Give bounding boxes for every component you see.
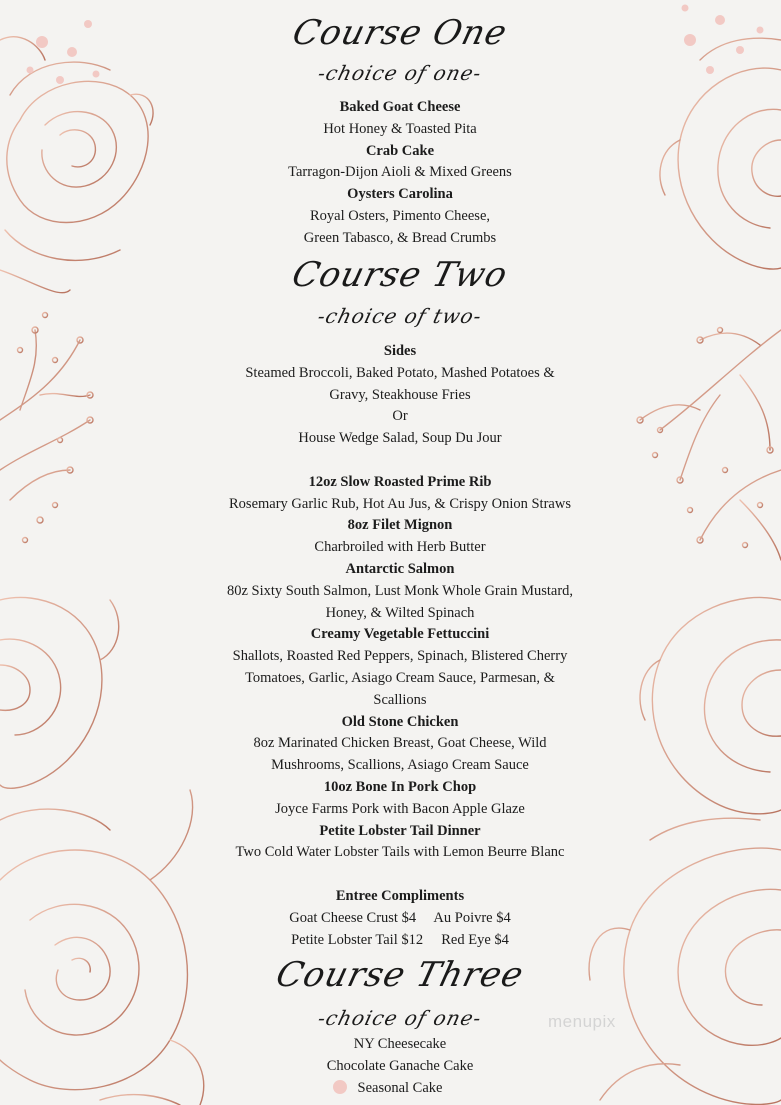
menu-item-name: Crab Cake [365,142,435,159]
course-two-items [150,341,650,951]
sides-or: Or [392,408,408,425]
menu-item-description: Green Tabasco, & Bread Crumbs [303,229,497,246]
compliments-heading: Entree Compliments [335,887,465,904]
sprig-right-icon [637,328,781,561]
course-two-title: Course Two [287,255,513,295]
entree-description: Scallions [373,691,427,708]
rose-right-middle-icon [640,598,781,814]
entree-name: Creamy Vegetable Fettuccini [310,626,490,643]
menu-item-name: Baked Goat Cheese [339,99,461,115]
rose-top-left-icon [0,37,153,293]
dessert-item: NY Cheesecake [353,1036,447,1052]
entree-name: 8oz Filet Mignon [347,517,453,534]
menu-item-description: Tarragon-Dijon Aioli & Mixed Greens [288,164,512,181]
entree-name: Old Stone Chicken [341,713,459,730]
rose-top-right-icon [660,38,781,269]
entree-description: Mushrooms, Scallions, Asiago Cream Sauce [271,757,529,774]
menu-item-description: Hot Honey & Toasted Pita [323,120,477,137]
rose-left-middle-icon [0,598,119,789]
entree-description: Two Cold Water Lobster Tails with Lemon Beurre Blanc [235,844,565,861]
compliments-line: Goat Cheese Crust $4 Au Poivre $4 [289,909,511,926]
course-three-title: Course Three [271,955,529,995]
course-three-choice: -choice of one- [315,1006,485,1030]
menu-item-name: Oysters Carolina [347,186,453,203]
entree-name: Petite Lobster Tail Dinner [319,822,481,839]
sides-heading: Sides [383,343,417,359]
compliments-line: Petite Lobster Tail $12 Red Eye $4 [291,931,509,948]
entree-name: 12oz Slow Roasted Prime Rib [308,473,492,490]
sprig-left-icon [0,313,93,543]
course-one-items [150,97,650,250]
entree-description: 8oz Marinated Chicken Breast, Goat Cheese, Wild [253,735,547,752]
menu-item-description: Royal Osters, Pimento Cheese, [309,207,491,224]
entree-name: Antarctic Salmon [345,560,455,577]
course-two-choice: -choice of two- [315,304,485,328]
spacer [150,864,650,886]
entree-name: 10oz Bone In Pork Chop [323,778,477,795]
course-one-choice: -choice of one- [315,61,485,85]
sides-line: House Wedge Salad, Soup Du Jour [298,430,502,447]
entree-description: Charbroiled with Herb Butter [314,539,486,556]
sides-line: Gravy, Steakhouse Fries [329,386,471,403]
course-one-title: Course One [288,13,512,53]
entree-description: Tomatoes, Garlic, Asiago Cream Sauce, Parmesan, & [245,669,555,686]
entree-description: 80z Sixty South Salmon, Lust Monk Whole Grain Mustard, [226,582,574,599]
entree-description: Shallots, Roasted Red Peppers, Spinach, Blistered Cherry [232,648,568,665]
entree-description: Honey, & Wilted Spinach [325,604,475,621]
sides-line: Steamed Broccoli, Baked Potato, Mashed Potatoes & [245,364,555,381]
spacer [150,450,650,472]
dessert-item: Seasonal Cake [357,1079,443,1096]
entree-description: Joyce Farms Pork with Bacon Apple Glaze [275,800,525,817]
dessert-item: Chocolate Ganache Cake [326,1057,474,1074]
menupix-watermark: menupix [548,1012,616,1031]
entree-description: Rosemary Garlic Rub, Hot Au Jus, & Crispy Onion Straws [229,495,571,512]
course-three-items [150,1034,650,1099]
